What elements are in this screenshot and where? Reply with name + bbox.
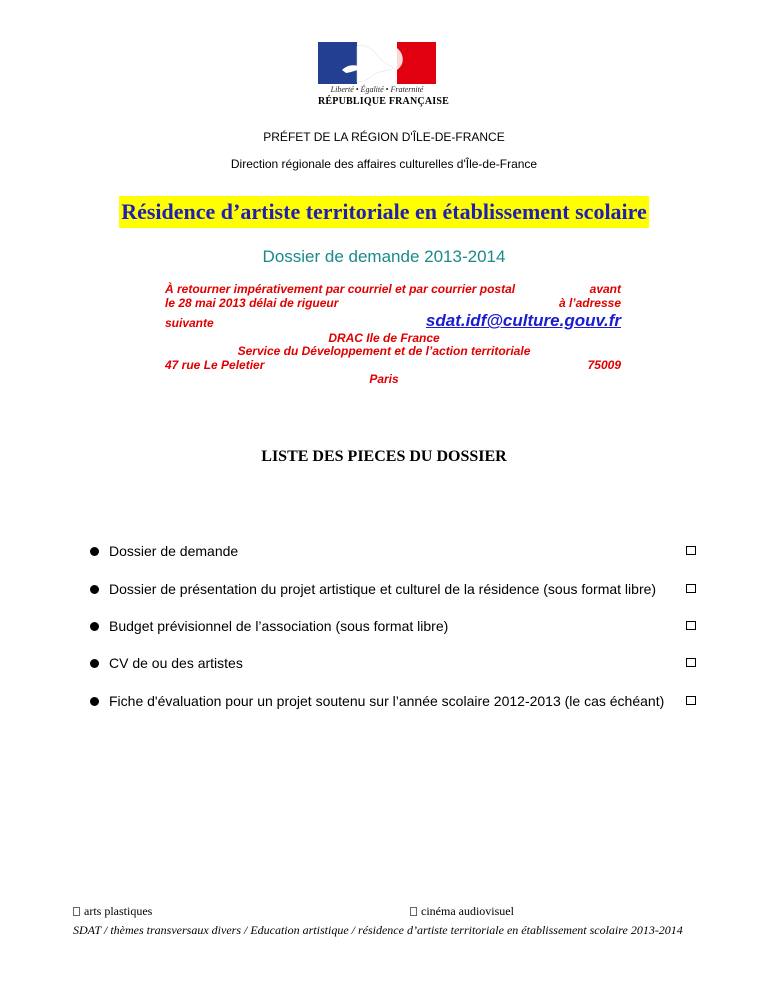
return-line-6-left: 47 rue Le Peletier xyxy=(165,358,265,372)
checklist-item xyxy=(90,655,696,675)
return-line-6 xyxy=(165,358,621,372)
checkbox[interactable] xyxy=(686,546,696,555)
category-label: arts plastiques xyxy=(84,904,153,918)
return-line-1-left: À retourner impérativement par courriel et par courrier postal xyxy=(165,282,516,296)
checklist-item-label: Dossier de demande xyxy=(109,543,239,559)
category-cinema xyxy=(410,904,514,919)
checkbox[interactable] xyxy=(686,658,696,667)
checklist-item-label: Dossier de présentation du projet artistique et culturel de la résidence (sous format libre) xyxy=(109,581,657,597)
page-title: Résidence d’artiste territoriale en établissement scolaire xyxy=(119,196,649,228)
checklist-item xyxy=(90,543,696,563)
bullet-icon xyxy=(90,659,99,668)
title-wrap xyxy=(0,196,768,228)
checkbox[interactable] xyxy=(686,696,696,705)
return-line-4: DRAC Ile de France xyxy=(328,331,440,345)
checklist-item-label: CV de ou des artistes xyxy=(109,655,243,671)
email-link[interactable]: sdat.idf@culture.gouv.fr xyxy=(425,311,621,330)
return-line-2 xyxy=(165,296,621,310)
category-checkbox-icon[interactable] xyxy=(410,907,417,916)
checklist-item xyxy=(90,618,696,638)
bullet-icon xyxy=(90,622,99,631)
return-line-5: Service du Développement et de l’action territoriale xyxy=(237,344,531,358)
logo-republique: RÉPUBLIQUE FRANÇAISE xyxy=(318,96,449,107)
category-arts-plastiques xyxy=(73,904,152,919)
marianne-flag-icon xyxy=(318,42,436,84)
return-line-2-right: à l’adresse xyxy=(558,296,621,310)
return-line-1 xyxy=(165,282,621,296)
prefet-heading: PRÉFET DE LA RÉGION D'ÎLE-DE-FRANCE xyxy=(263,130,505,144)
return-line-3 xyxy=(165,311,621,330)
checkbox[interactable] xyxy=(686,621,696,630)
checklist-item-label: Fiche d'évaluation pour un projet soutenu sur l’année scolaire 2012-2013 (le cas échéant) xyxy=(109,693,665,709)
direction-heading: Direction régionale des affaires culturelles d'Île-de-France xyxy=(230,157,538,171)
checklist-item xyxy=(90,581,696,601)
logo-motto: Liberté • Égalité • Fraternité xyxy=(330,85,424,94)
bullet-icon xyxy=(90,547,99,556)
page-footer: SDAT / thèmes transversaux divers / Education artistique / résidence d’artiste territoriale en établissement scolaire 2013-2014 xyxy=(73,923,683,937)
bullet-icon xyxy=(90,697,99,706)
checkbox[interactable] xyxy=(686,584,696,593)
return-line-2-left: le 28 mai 2013 délai de rigueur xyxy=(165,296,339,310)
category-label: cinéma audiovisuel xyxy=(421,904,514,918)
return-line-6-right: 75009 xyxy=(587,358,621,372)
checklist-item xyxy=(90,693,696,713)
liste-title: LISTE DES PIECES DU DOSSIER xyxy=(261,448,507,465)
return-line-1-right: avant xyxy=(589,282,621,296)
page-subtitle: Dossier de demande 2013-2014 xyxy=(262,247,506,266)
checklist-item-label: Budget prévisionnel de l’association (sous format libre) xyxy=(109,618,449,634)
bullet-icon xyxy=(90,585,99,594)
return-line-7: Paris xyxy=(369,372,399,386)
marianne-logo xyxy=(318,42,449,110)
category-checkbox-icon[interactable] xyxy=(73,907,80,916)
return-line-3-left: suivante xyxy=(165,316,214,330)
